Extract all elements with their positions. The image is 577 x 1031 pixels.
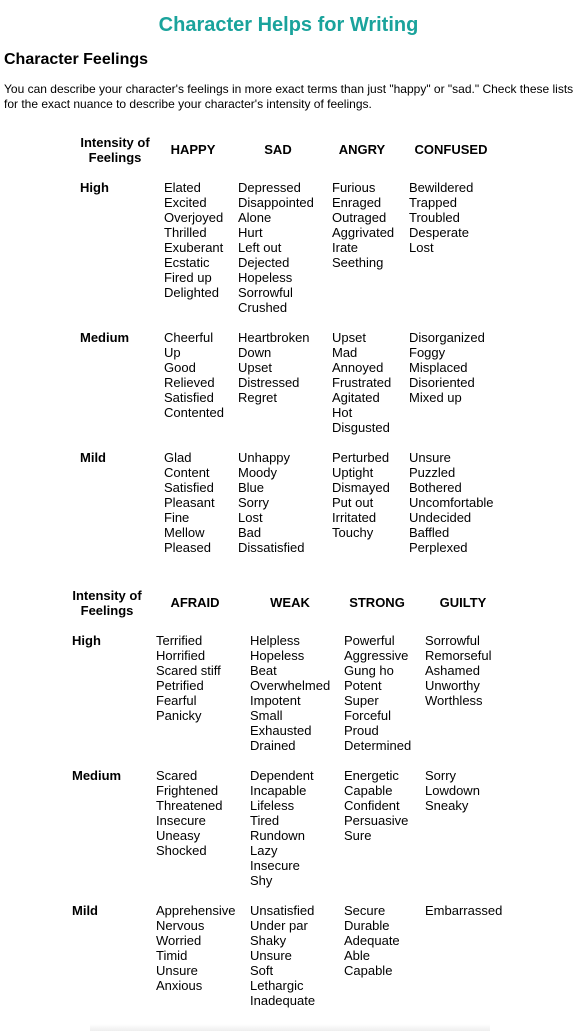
feeling-word: Perturbed (332, 450, 390, 465)
feeling-word: Frustrated (332, 375, 392, 390)
feeling-word: Disoriented (409, 375, 475, 390)
feeling-list (344, 903, 400, 978)
feeling-word: Upset (238, 360, 272, 375)
feeling-word: Annoyed (332, 360, 384, 375)
feeling-word: Dismayed (332, 480, 390, 495)
feeling-list (164, 330, 224, 420)
feeling-word: Anxious (156, 978, 203, 993)
feeling-word: Puzzled (409, 465, 456, 480)
feeling-word: Disorganized (409, 330, 485, 345)
feeling-word: Seething (332, 255, 384, 270)
feeling-word: Glad (164, 450, 192, 465)
feeling-word: Petrified (156, 678, 204, 693)
feeling-word: Overwhelmed (250, 678, 331, 693)
feeling-word: Hurt (238, 225, 263, 240)
feeling-word: Sorry (238, 495, 270, 510)
feeling-word: Aggrivated (332, 225, 395, 240)
feeling-word: Sorry (425, 768, 457, 783)
feeling-word: Unsatisfied (250, 903, 315, 918)
feeling-word: Scared stiff (156, 663, 221, 678)
row-label: Medium (72, 768, 122, 783)
feeling-list (332, 180, 394, 270)
column-header: CONFUSED (414, 142, 488, 157)
feeling-word: Super (344, 693, 379, 708)
feeling-word: Irritated (332, 510, 377, 525)
feeling-list (238, 450, 304, 555)
feeling-word: Worried (156, 933, 202, 948)
feeling-word: Troubled (409, 210, 460, 225)
feeling-word: Drained (250, 738, 296, 753)
feeling-list (238, 330, 310, 405)
feeling-list (425, 903, 502, 918)
feeling-list (332, 450, 390, 540)
feeling-word: Left out (238, 240, 282, 255)
feeling-word: Aggressive (344, 648, 409, 663)
feeling-word: Outraged (332, 210, 387, 225)
feeling-word: Contented (164, 405, 224, 420)
feeling-word: Touchy (332, 525, 374, 540)
feeling-word: Satisfied (164, 390, 214, 405)
feeling-word: Elated (164, 180, 201, 195)
feeling-word: Bewildered (409, 180, 474, 195)
feeling-word: Delighted (164, 285, 219, 300)
column-header: SAD (264, 142, 292, 157)
bottom-shadow (90, 1024, 490, 1031)
feeling-word: Sorrowful (425, 633, 480, 648)
feeling-list (409, 180, 473, 255)
feeling-word: Satisfied (164, 480, 214, 495)
feeling-word: Desperate (409, 225, 469, 240)
feeling-word: Embarrassed (425, 903, 503, 918)
feeling-word: Mad (332, 345, 358, 360)
feeling-word: Incapable (250, 783, 307, 798)
feeling-word: Powerful (344, 633, 395, 648)
feeling-list (344, 633, 411, 753)
feeling-list (332, 330, 391, 435)
feeling-word: Tired (250, 813, 280, 828)
feeling-word: Beat (250, 663, 277, 678)
feeling-word: Ashamed (425, 663, 480, 678)
feeling-word: Misplaced (409, 360, 468, 375)
feeling-word: Unhappy (238, 450, 291, 465)
feeling-word: Small (250, 708, 283, 723)
row-label: Mild (80, 450, 106, 465)
feeling-list (344, 768, 408, 843)
feeling-list (425, 633, 491, 708)
feeling-word: Durable (344, 918, 390, 933)
feeling-word: Regret (238, 390, 278, 405)
feeling-word: Baffled (409, 525, 450, 540)
row-label: Medium (80, 330, 130, 345)
feeling-word: Persuasive (344, 813, 409, 828)
row-label: High (72, 633, 101, 648)
feeling-word: Apprehensive (156, 903, 236, 918)
feeling-word: Excited (164, 195, 207, 210)
feeling-word: Irate (332, 240, 359, 255)
feeling-word: Relieved (164, 375, 215, 390)
feeling-list (250, 768, 314, 888)
feeling-word: Exhausted (250, 723, 312, 738)
feeling-word: Lifeless (250, 798, 295, 813)
feeling-word: Hopeless (238, 270, 293, 285)
feeling-word: Mixed up (409, 390, 462, 405)
feeling-word: Cheerful (164, 330, 214, 345)
feeling-word: Distressed (238, 375, 300, 390)
feeling-word: Soft (250, 963, 274, 978)
feeling-word: Frightened (156, 783, 219, 798)
feeling-list (156, 633, 221, 723)
feeling-word: Proud (344, 723, 379, 738)
feeling-word: Heartbroken (238, 330, 310, 345)
feeling-word: Dependent (250, 768, 314, 783)
column-header: ANGRY (338, 142, 386, 157)
feeling-word: Furious (332, 180, 376, 195)
feeling-word: Lethargic (250, 978, 304, 993)
feeling-word: Thrilled (164, 225, 207, 240)
feeling-word: Timid (156, 948, 188, 963)
feeling-word: Moody (238, 465, 278, 480)
feeling-word: Foggy (409, 345, 446, 360)
column-header: GUILTY (439, 595, 487, 610)
feeling-word: Agitated (332, 390, 380, 405)
feeling-word: Exuberant (164, 240, 224, 255)
feeling-word: Panicky (156, 708, 202, 723)
feeling-word: Up (164, 345, 181, 360)
column-header: STRONG (349, 595, 405, 610)
feeling-list (409, 330, 485, 405)
feeling-word: Horrified (156, 648, 206, 663)
feeling-word: Gung ho (344, 663, 394, 678)
feeling-word: Unsure (250, 948, 292, 963)
feeling-word: Insecure (156, 813, 206, 828)
feeling-word: Crushed (238, 300, 288, 315)
feeling-list (164, 180, 223, 300)
feeling-word: Capable (344, 783, 393, 798)
feeling-word: Ecstatic (164, 255, 210, 270)
feeling-word: Sneaky (425, 798, 469, 813)
feeling-word: Insecure (250, 858, 300, 873)
feeling-word: Down (238, 345, 272, 360)
feeling-word: Disgusted (332, 420, 390, 435)
row-label: High (80, 180, 109, 195)
feeling-word: Pleased (164, 540, 211, 555)
feeling-word: Unsure (409, 450, 451, 465)
feeling-word: Adequate (344, 933, 400, 948)
feeling-word: Fired up (164, 270, 212, 285)
feeling-word: Uneasy (156, 828, 201, 843)
feeling-word: Inadequate (250, 993, 316, 1008)
feeling-list (250, 903, 315, 1008)
feeling-word: Depressed (238, 180, 301, 195)
feeling-word: Upset (332, 330, 366, 345)
feeling-word: Nervous (156, 918, 205, 933)
feeling-word: Lazy (250, 843, 278, 858)
feeling-word: Perplexed (409, 540, 468, 555)
section-title: Character Feelings (4, 51, 149, 68)
feeling-word: Lost (409, 240, 434, 255)
intro-paragraph: You can describe your character's feelings in more exact terms than just "happy" or "sad." Check these lists for the exact nuance to describe your character's intensity of feelings. (4, 82, 574, 111)
feeling-word: Put out (332, 495, 374, 510)
feeling-word: Fine (164, 510, 190, 525)
feeling-word: Disappointed (238, 195, 314, 210)
feeling-word: Enraged (332, 195, 382, 210)
feeling-word: Terrified (156, 633, 203, 648)
feeling-list (238, 180, 314, 315)
feeling-word: Determined (344, 738, 412, 753)
feeling-word: Mellow (164, 525, 205, 540)
feeling-word: Unworthy (425, 678, 480, 693)
feeling-list (156, 768, 223, 858)
feeling-word: Scared (156, 768, 198, 783)
feeling-word: Dissatisfied (238, 540, 305, 555)
feeling-word: Shocked (156, 843, 207, 858)
feeling-word: Uncomfortable (409, 495, 494, 510)
feeling-word: Energetic (344, 768, 399, 783)
feeling-word: Fearful (156, 693, 197, 708)
feeling-word: Threatened (156, 798, 223, 813)
feeling-word: Undecided (409, 510, 472, 525)
feeling-word: Alone (238, 210, 272, 225)
feeling-word: Sure (344, 828, 372, 843)
feeling-word: Able (344, 948, 371, 963)
feeling-word: Good (164, 360, 196, 375)
feeling-word: Content (164, 465, 210, 480)
feeling-word: Worthless (425, 693, 483, 708)
feeling-word: Overjoyed (164, 210, 224, 225)
feeling-word: Trapped (409, 195, 457, 210)
feeling-word: Secure (344, 903, 386, 918)
feeling-word: Hopeless (250, 648, 305, 663)
feeling-list (250, 633, 330, 753)
feeling-word: Confident (344, 798, 400, 813)
feeling-list (425, 768, 480, 813)
feeling-word: Hot (332, 405, 353, 420)
feeling-list (156, 903, 236, 993)
feeling-word: Remorseful (425, 648, 492, 663)
feeling-word: Capable (344, 963, 393, 978)
feeling-word: Lost (238, 510, 263, 525)
feeling-word: Dejected (238, 255, 290, 270)
intensity-header: Intensity of Feelings (80, 135, 150, 165)
feeling-list (409, 450, 494, 555)
feeling-word: Bothered (409, 480, 462, 495)
feeling-word: Rundown (250, 828, 305, 843)
column-header: AFRAID (170, 595, 220, 610)
feeling-word: Potent (344, 678, 382, 693)
feeling-word: Blue (238, 480, 265, 495)
feeling-word: Pleasant (164, 495, 215, 510)
feeling-word: Shaky (250, 933, 287, 948)
feeling-word: Lowdown (425, 783, 480, 798)
feeling-word: Unsure (156, 963, 198, 978)
feeling-word: Uptight (332, 465, 374, 480)
row-label: Mild (72, 903, 98, 918)
column-header: WEAK (270, 595, 310, 610)
feeling-list (164, 450, 215, 555)
feeling-word: Bad (238, 525, 262, 540)
feeling-word: Helpless (250, 633, 300, 648)
intensity-header: Intensity of Feelings (72, 588, 142, 618)
feeling-word: Sorrowful (238, 285, 293, 300)
feeling-word: Under par (250, 918, 308, 933)
feeling-word: Shy (250, 873, 273, 888)
column-header: HAPPY (170, 142, 216, 157)
feeling-word: Impotent (250, 693, 301, 708)
feeling-word: Forceful (344, 708, 391, 723)
page-title: Character Helps for Writing (158, 14, 419, 36)
